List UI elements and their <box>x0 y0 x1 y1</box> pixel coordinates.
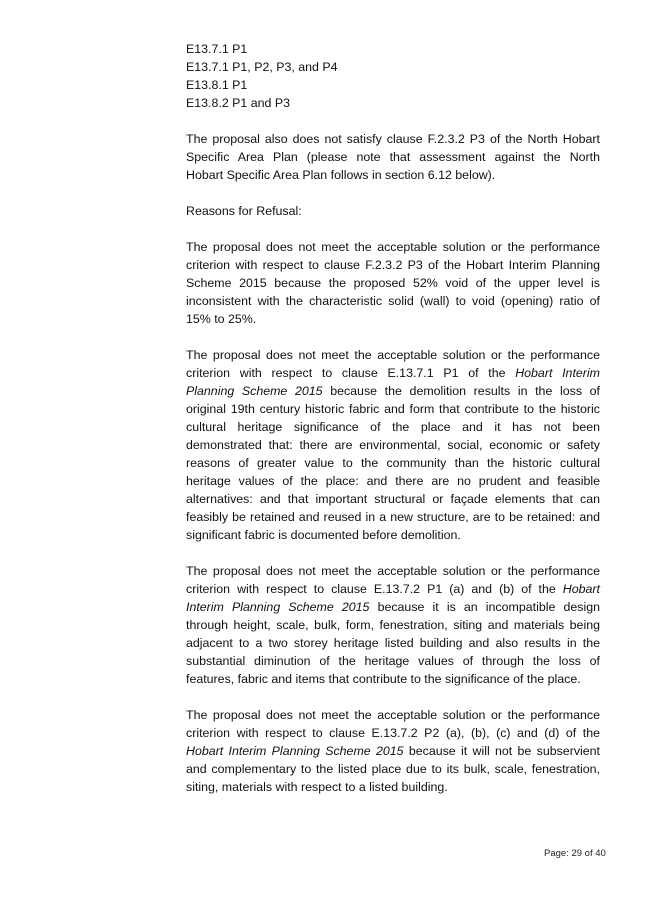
paragraph-line: substantial diminution of the heritage values of through the loss of <box>186 654 600 668</box>
paragraph-line: heritage values of the place: and there are no prudent and feasible <box>186 474 600 488</box>
paragraph-line: Scheme 2015 because the proposed 52% void of the upper level is <box>186 276 600 290</box>
paragraph-line <box>186 742 600 760</box>
paragraph-line: significant fabric is documented before demolition. <box>186 528 461 542</box>
reason-paragraph-2 <box>186 346 600 544</box>
paragraph-line: Specific Area Plan (please note that assessment against the North <box>186 150 600 164</box>
text-run: criterion with respect to clause E.13.7.1 P1 of the <box>186 366 516 380</box>
scheme-title-italic: Interim Planning Scheme 2015 <box>186 600 370 614</box>
paragraph-line <box>186 382 600 400</box>
text-run: criterion with respect to clause E.13.7.2 P1 (a) and (b) of the <box>186 582 563 596</box>
reasons-heading: Reasons for Refusal: <box>186 204 302 218</box>
paragraph-line <box>186 598 600 616</box>
paragraph-line: criterion with respect to clause E.13.7.2 P2 (a), (b), (c) and (d) of the <box>186 726 600 740</box>
scheme-title-italic: Hobart Interim Planning Scheme 2015 <box>186 744 404 758</box>
clause-list-item: E13.7.1 P1, P2, P3, and P4 <box>186 60 338 74</box>
reason-paragraph-1 <box>186 238 600 328</box>
intro-paragraph <box>186 130 600 184</box>
clause-list-item: E13.8.2 P1 and P3 <box>186 96 291 110</box>
page-content <box>186 40 600 814</box>
reason-paragraph-4 <box>186 706 600 796</box>
paragraph-line: The proposal does not meet the acceptable solution or the performance <box>186 348 600 362</box>
paragraph-line: through height, scale, bulk, form, fenestration, siting and materials being <box>186 618 600 632</box>
paragraph-line: and complementary to the listed place due to its bulk, scale, fenestration, <box>186 762 600 776</box>
paragraph-line: alternatives: and that important structural or façade elements that can <box>186 492 600 506</box>
paragraph-line: The proposal does not meet the acceptable solution or the performance <box>186 708 600 722</box>
clause-list <box>186 40 600 112</box>
paragraph-line: The proposal also does not satisfy clause F.2.3.2 P3 of the North Hobart <box>186 132 600 146</box>
paragraph-line: demonstrated that: there are environmental, social, economic or safety <box>186 438 600 452</box>
paragraph-line: The proposal does not meet the acceptable solution or the performance <box>186 564 600 578</box>
paragraph-line: Hobart Specific Area Plan follows in section 6.12 below). <box>186 168 496 182</box>
paragraph-line <box>186 364 600 382</box>
paragraph-line: criterion with respect to clause F.2.3.2 P3 of the Hobart Interim Planning <box>186 258 600 272</box>
scheme-title-italic: Hobart Interim <box>515 366 600 380</box>
text-run: because it is an incompatible design <box>369 600 600 614</box>
paragraph-line: inconsistent with the characteristic solid (wall) to void (opening) ratio of <box>186 294 600 308</box>
paragraph-line: feasibly be retained and reused in a new structure, are to be retained: and <box>186 510 600 524</box>
clause-list-item: E13.7.1 P1 <box>186 42 248 56</box>
paragraph-line: original 19th century historic fabric and form that contribute to the historic <box>186 402 600 416</box>
scheme-title-italic: Planning Scheme 2015 <box>186 384 323 398</box>
text-run: because the demolition results in the loss of <box>322 384 600 398</box>
clause-list-item: E13.8.1 P1 <box>186 78 248 92</box>
page-number: Page: 29 of 40 <box>544 848 606 859</box>
text-run: because it will not be subservient <box>403 744 600 758</box>
reason-paragraph-3 <box>186 562 600 688</box>
paragraph-line: adjacent to a two storey heritage listed building and also results in the <box>186 636 600 650</box>
scheme-title-italic: Hobart <box>562 582 600 596</box>
paragraph-line: The proposal does not meet the acceptable solution or the performance <box>186 240 600 254</box>
paragraph-line <box>186 580 600 598</box>
paragraph-line: cultural heritage significance of the place and it has not been <box>186 420 600 434</box>
paragraph-line: 15% to 25%. <box>186 312 257 326</box>
paragraph-line: reasons of greater value to the community than the historic cultural <box>186 456 600 470</box>
paragraph-line: features, fabric and items that contribute to the significance of the place. <box>186 672 581 686</box>
paragraph-line: siting, materials with respect to a listed building. <box>186 780 448 794</box>
